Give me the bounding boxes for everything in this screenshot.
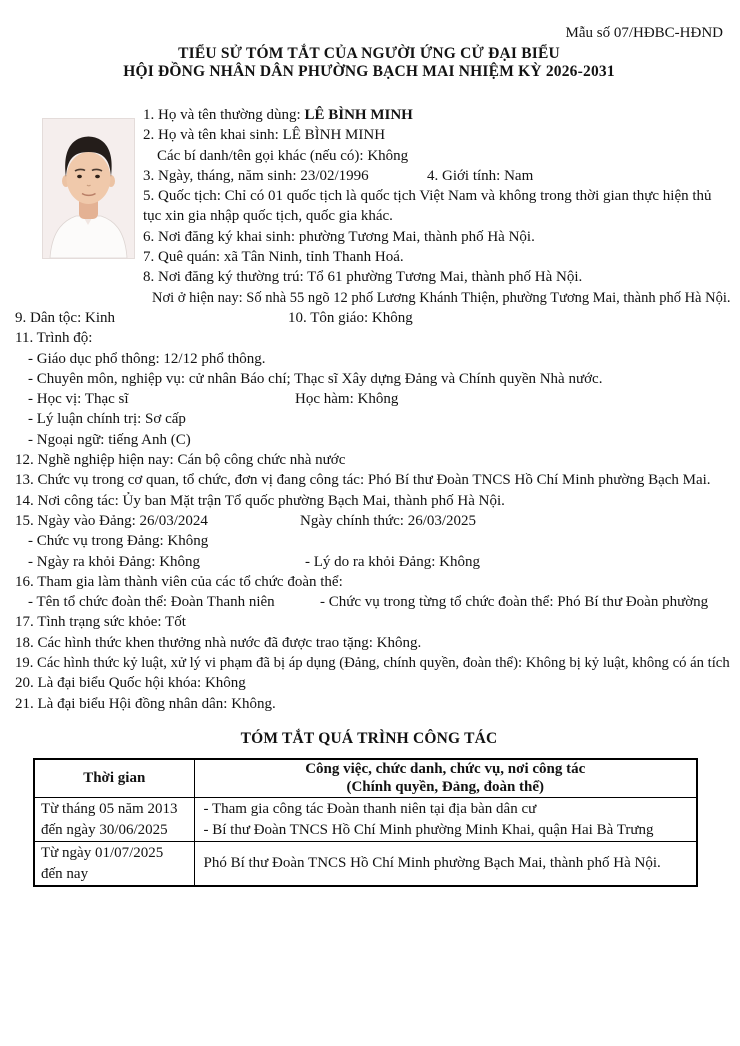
form-number: Mẫu số 07/HĐBC-HĐND (565, 25, 723, 41)
field-aliases: Các bí danh/tên gọi khác (nếu có): Không (157, 147, 409, 164)
candidate-portrait-illustration (43, 119, 134, 258)
field-degree-title (28, 389, 723, 409)
field-party-leave-date: - Ngày ra khỏi Đảng: Không (28, 553, 201, 570)
field-state-awards: 18. Các hình thức khen thưởng nhà nước đã được trao tặng: Không. (15, 634, 422, 651)
field-gender: 4. Giới tính: Nam (427, 167, 534, 184)
field-political-theory: - Lý luận chính trị: Sơ cấp (28, 411, 186, 428)
field-hometown: 7. Quê quán: xã Tân Ninh, tỉnh Thanh Hoá. (143, 249, 404, 266)
field-ethnicity-religion (15, 308, 723, 328)
field-organization-membership (28, 592, 723, 612)
table-header-work-line1: Công việc, chức danh, chức vụ, nơi công tác (305, 761, 586, 778)
work-history-header-row (34, 759, 697, 798)
field-organizations-header: 16. Tham gia làm thành viên của các tổ chức đoàn thể: (15, 573, 343, 590)
work-history-row-2 (34, 842, 697, 887)
table-header-work (194, 759, 697, 798)
field-occupation: 12. Nghề nghiệp hiện nay: Cán bộ công chức nhà nước (15, 452, 346, 469)
field-party-dates (15, 511, 723, 531)
table-header-time: Thời gian (34, 759, 194, 798)
document-title-line1: TIỂU SỬ TÓM TẮT CỦA NGƯỜI ỨNG CỬ ĐẠI BIỂU (178, 45, 560, 62)
field-party-position: - Chức vụ trong Đảng: Không (28, 533, 209, 550)
field-academic-degree: - Học vị: Thạc sĩ (28, 391, 129, 408)
field-health-status: 17. Tình trạng sức khỏe: Tốt (15, 614, 186, 631)
field-party-leave (28, 552, 723, 572)
field-organization-name: - Tên tổ chức đoàn thể: Đoàn Thanh niên (28, 594, 275, 611)
work-history-row-1 (34, 798, 697, 842)
field-common-name-label: 1. Họ và tên thường dùng: (143, 107, 305, 123)
field-general-education: - Giáo dục phổ thông: 12/12 phổ thông. (28, 350, 266, 367)
personal-info-top-section (15, 105, 731, 308)
table-header-work-line2: (Chính quyền, Đảng, đoàn thể) (346, 778, 545, 795)
fields-9-21 (15, 308, 730, 714)
field-education-header: 11. Trình độ: (15, 330, 93, 347)
field-peoples-council-deputy: 21. Là đại biểu Hội đồng nhân dân: Không. (15, 695, 276, 712)
field-organization-position: - Chức vụ trong từng tổ chức đoàn thể: Phó Bí thư Đoàn phường (320, 594, 709, 611)
field-professional-qualification: - Chuyên môn, nghiệp vụ: cử nhân Báo chí; Thạc sĩ Xây dựng Đảng và Chính quyền Nhà nước. (28, 370, 603, 387)
cell-work-2 (194, 842, 697, 887)
cell-time-2 (34, 842, 194, 887)
field-current-residence: Nơi ở hiện nay: Số nhà 55 ngõ 12 phố Lương Khánh Thiện, phường Tương Mai, thành phố Hà Nội. (152, 289, 731, 306)
field-birth-registration: 6. Nơi đăng ký khai sinh: phường Tương Mai, thành phố Hà Nội. (143, 228, 535, 245)
cell-time-2-line1: Từ ngày 01/07/2025 (41, 845, 164, 862)
cell-time-1 (34, 798, 194, 842)
field-disciplinary-actions: 19. Các hình thức kỷ luật, xử lý vi phạm đã bị áp dụng (Đảng, chính quyền, đoàn thể): Không bị kỷ luật, không có án tích (15, 655, 730, 672)
field-party-admission-date: 15. Ngày vào Đảng: 26/03/2024 (15, 512, 208, 529)
field-common-name-value: LÊ BÌNH MINH (304, 107, 413, 123)
field-common-name (143, 105, 723, 125)
field-national-assembly-deputy: 20. Là đại biểu Quốc hội khóa: Không (15, 675, 246, 692)
field-ethnicity: 9. Dân tộc: Kinh (15, 309, 115, 326)
candidate-photo (43, 119, 134, 258)
field-religion: 10. Tôn giáo: Không (288, 309, 413, 326)
field-birth-name: 2. Họ và tên khai sinh: LÊ BÌNH MINH (143, 127, 386, 144)
field-nationality: 5. Quốc tịch: Chỉ có 01 quốc tịch là quốc tịch Việt Nam và không trong thời gian thực hiện thủ tục xin gia nhập quốc tịch, quốc gia khác. (143, 188, 712, 225)
cell-work-1 (194, 798, 697, 842)
work-history-title: TÓM TẮT QUÁ TRÌNH CÔNG TÁC (240, 729, 498, 747)
cell-time-1-line2: đến ngày 30/06/2025 (41, 821, 168, 838)
document-title-line2: HỘI ĐỒNG NHÂN DÂN PHƯỜNG BẠCH MAI NHIỆM KỲ 2026-2031 (123, 62, 615, 80)
field-party-official-date: Ngày chính thức: 26/03/2025 (300, 512, 477, 529)
cell-work-1-line2: - Bí thư Đoàn TNCS Hồ Chí Minh phường Minh Khai, quận Hai Bà Trưng (203, 821, 654, 838)
field-dob: 3. Ngày, tháng, năm sinh: 23/02/1996 (143, 167, 369, 184)
field-workplace: 14. Nơi công tác: Ủy ban Mặt trận Tổ quốc phường Bạch Mai, thành phố Hà Nội. (15, 492, 505, 509)
field-position-in-organization: 13. Chức vụ trong cơ quan, tổ chức, đơn vị đang công tác: Phó Bí thư Đoàn TNCS Hồ Chí Minh phường Bạch Mai. (15, 472, 711, 489)
cell-work-2-line1: Phó Bí thư Đoàn TNCS Hồ Chí Minh phường Bạch Mai, thành phố Hà Nội. (203, 855, 661, 872)
cell-work-1-line1: - Tham gia công tác Đoàn thanh niên tại địa bàn dân cư (203, 801, 537, 818)
fields-1-8 (143, 105, 731, 308)
field-academic-title: Học hàm: Không (295, 391, 399, 408)
cell-time-2-line2: đến nay (41, 865, 89, 882)
field-dob-gender (143, 166, 723, 186)
work-history-table (33, 758, 698, 887)
field-permanent-residence: 8. Nơi đăng ký thường trú: Tổ 61 phường Tương Mai, thành phố Hà Nội. (143, 269, 583, 286)
cell-time-1-line1: Từ tháng 05 năm 2013 (41, 801, 178, 818)
field-party-leave-reason: - Lý do ra khỏi Đảng: Không (305, 553, 480, 570)
field-foreign-language: - Ngoại ngữ: tiếng Anh (C) (28, 431, 191, 448)
